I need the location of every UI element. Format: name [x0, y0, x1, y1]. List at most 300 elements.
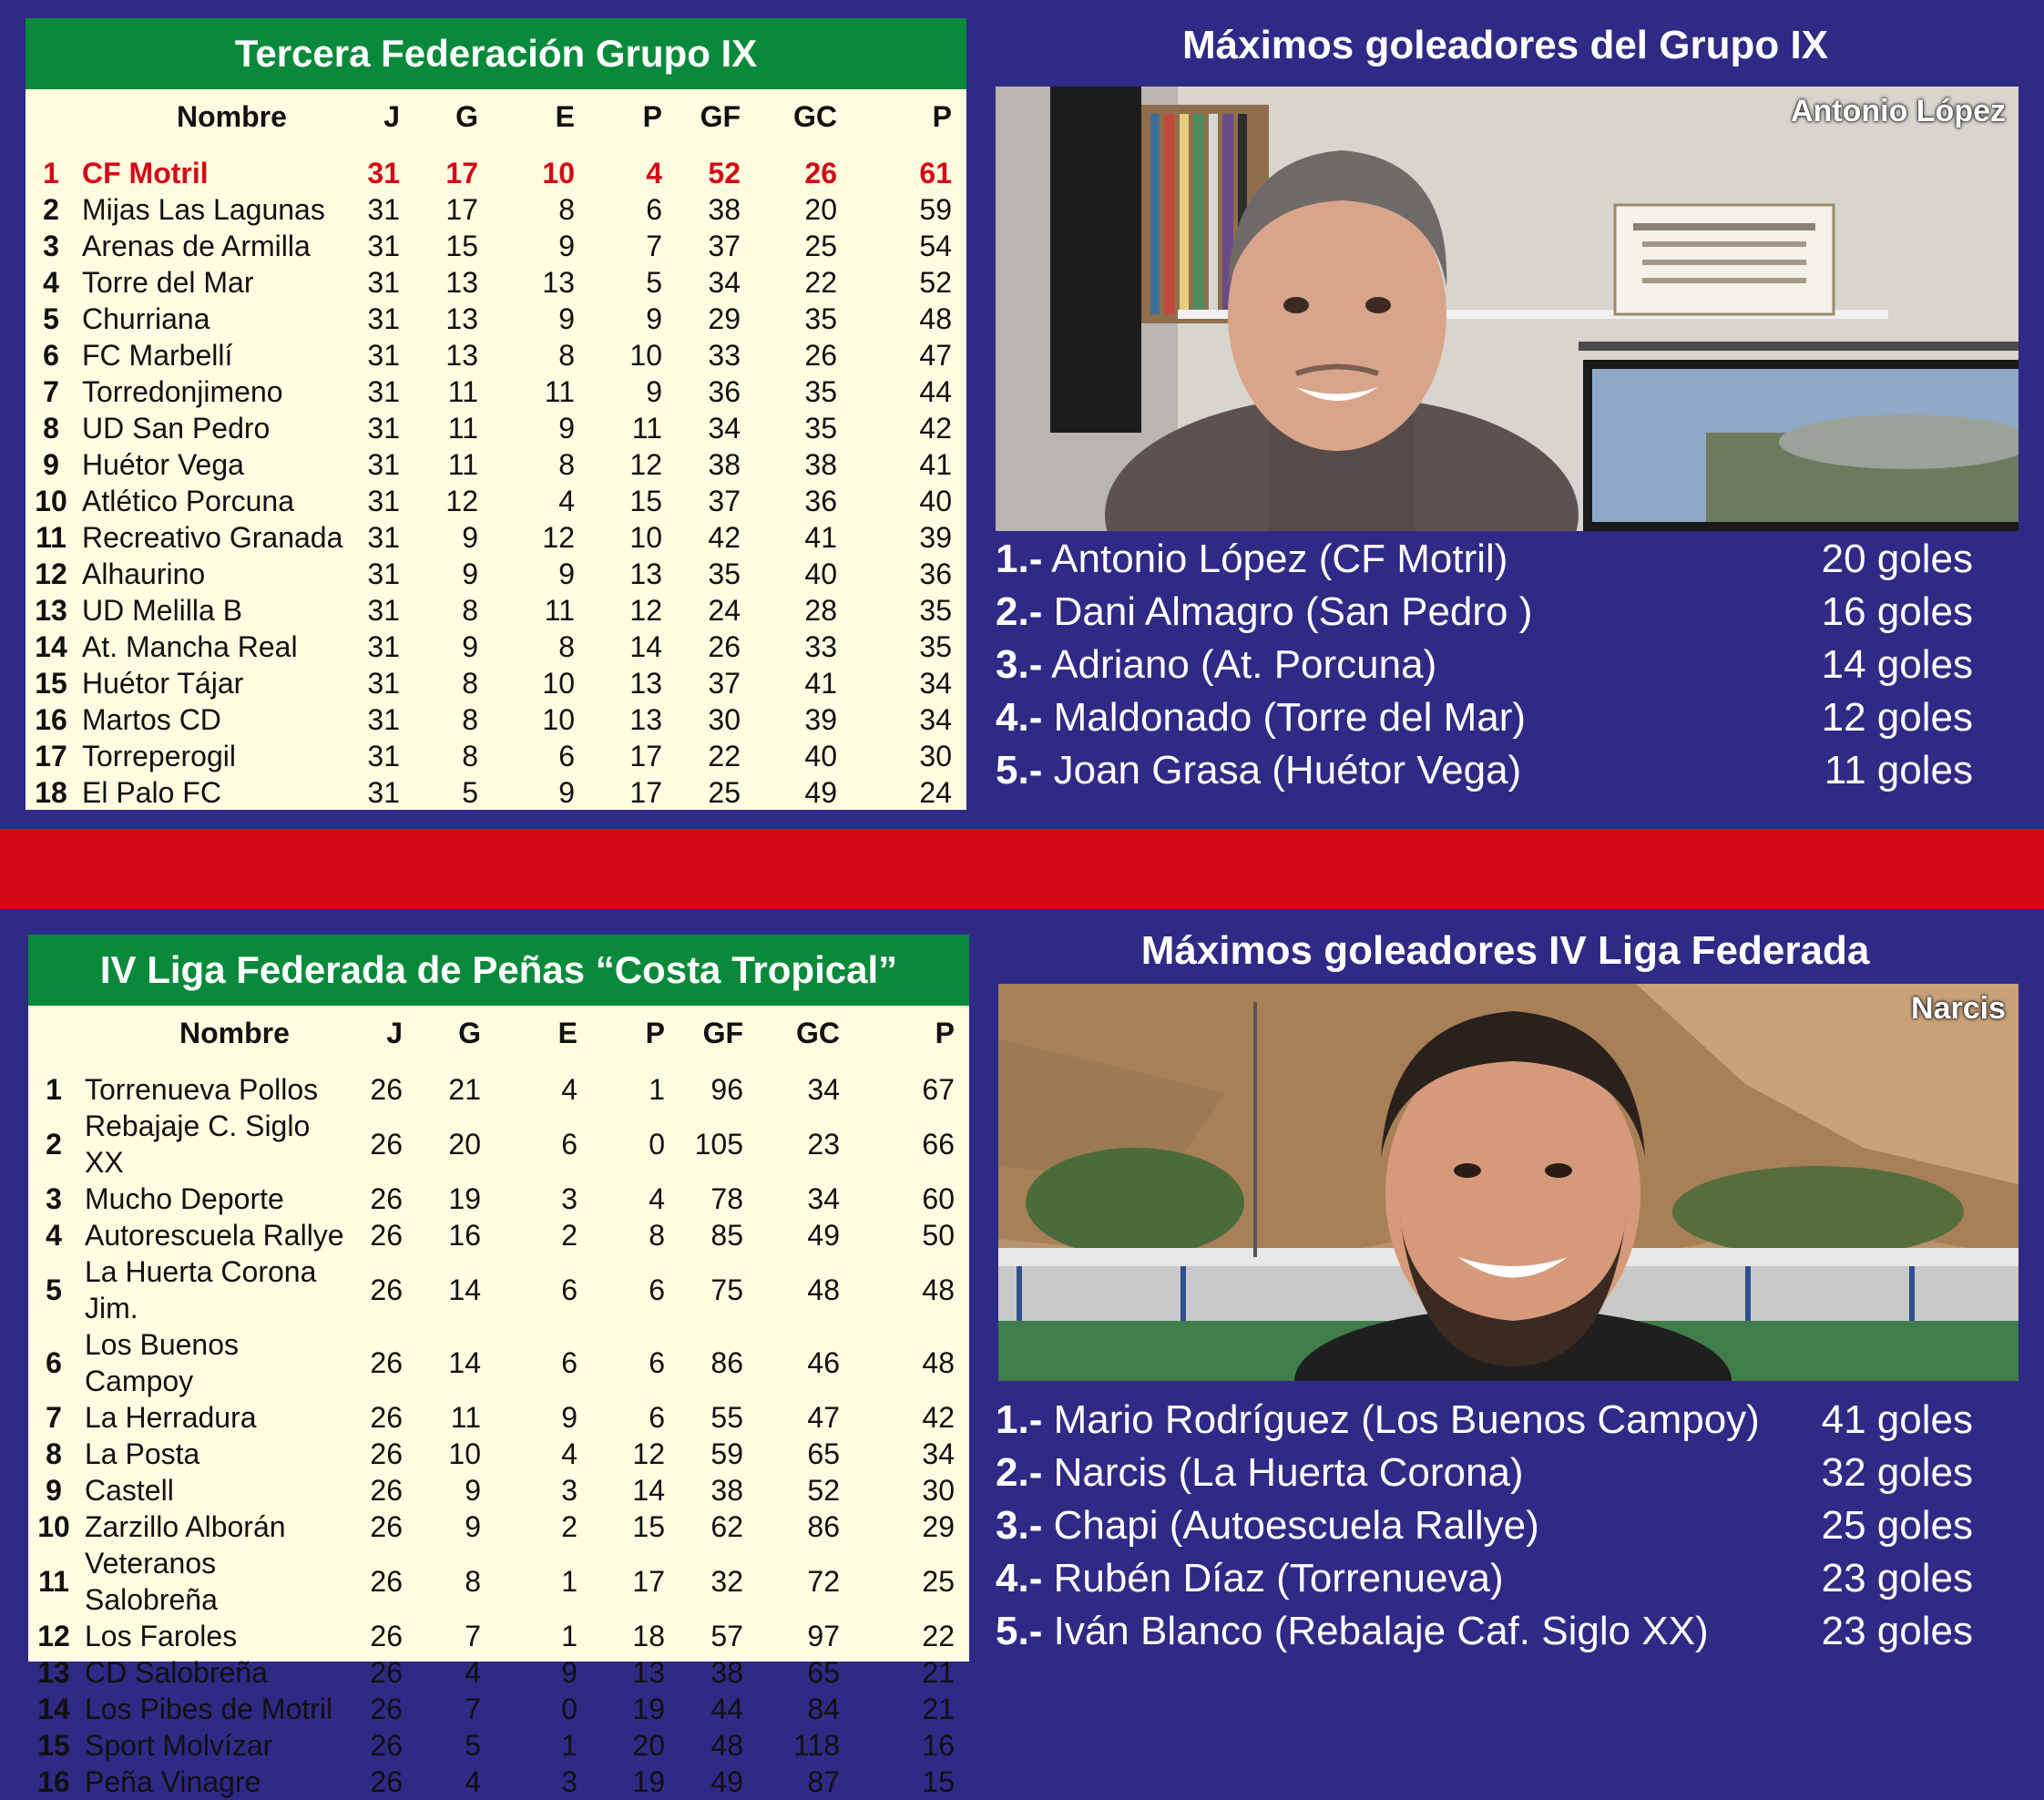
- row-pts: 35: [919, 630, 952, 663]
- header-nombre: Nombre: [177, 99, 287, 133]
- row-team-name: Peña Vinagre: [85, 1765, 261, 1798]
- row-g: 7: [465, 1693, 481, 1725]
- row-gc: 72: [807, 1565, 840, 1598]
- row-e: 4: [561, 1073, 577, 1106]
- scorer-rank: 5.-: [996, 1609, 1043, 1653]
- row-position: 4: [43, 266, 59, 299]
- row-position: 2: [46, 1128, 62, 1161]
- row-j: 31: [367, 703, 400, 736]
- row-gf: 52: [708, 157, 741, 189]
- row-team-name: UD San Pedro: [82, 412, 271, 445]
- row-e: 0: [561, 1693, 577, 1725]
- row-gf: 32: [710, 1565, 743, 1598]
- scorer-row: [996, 1605, 1973, 1658]
- table-row: [26, 264, 966, 301]
- row-p: 5: [646, 266, 662, 299]
- row-g: 4: [465, 1656, 481, 1689]
- row-e: 9: [558, 302, 575, 335]
- row-position: 5: [43, 302, 59, 335]
- row-pts: 44: [919, 375, 952, 408]
- row-gf: 30: [708, 703, 741, 736]
- row-g: 4: [465, 1765, 481, 1798]
- row-gc: 97: [807, 1620, 840, 1652]
- row-gc: 52: [807, 1474, 840, 1507]
- row-gf: 49: [710, 1765, 743, 1798]
- row-p: 20: [632, 1729, 665, 1762]
- row-position: 7: [46, 1401, 62, 1434]
- row-e: 9: [558, 557, 575, 590]
- row-p: 12: [632, 1437, 665, 1470]
- row-position: 5: [46, 1273, 62, 1306]
- row-g: 13: [445, 266, 478, 299]
- table-row: [28, 1472, 969, 1509]
- row-j: 26: [370, 1765, 403, 1798]
- row-gc: 49: [804, 776, 837, 809]
- row-j: 31: [367, 339, 400, 372]
- row-p: 12: [629, 448, 662, 481]
- standings-table: [28, 1006, 969, 1800]
- row-pts: 48: [922, 1273, 955, 1306]
- row-pts: 36: [919, 557, 952, 590]
- row-p: 17: [632, 1565, 665, 1598]
- row-pts: 50: [922, 1219, 955, 1252]
- row-position: 10: [37, 1510, 70, 1543]
- scorer-goals: 41 goles: [1821, 1397, 1973, 1442]
- row-gf: 29: [708, 302, 741, 335]
- row-p: 7: [646, 230, 662, 262]
- header-pos: [26, 89, 77, 144]
- row-gf: 85: [710, 1219, 743, 1252]
- row-gc: 49: [807, 1219, 840, 1252]
- row-gf: 35: [708, 557, 741, 590]
- header-gc: GC: [796, 1016, 840, 1049]
- table-row: [26, 592, 966, 629]
- row-team-name: Veteranos Salobreña: [85, 1547, 218, 1616]
- row-p: 10: [629, 521, 662, 554]
- row-j: 31: [367, 740, 400, 772]
- row-team-name: Martos CD: [82, 703, 221, 736]
- row-g: 8: [462, 703, 478, 736]
- row-g: 17: [445, 157, 478, 189]
- standings-table: [26, 89, 966, 811]
- row-p: 4: [646, 157, 662, 189]
- table-title: IV Liga Federada de Peñas “Costa Tropical”: [28, 935, 969, 1006]
- scorer-row: [996, 639, 1973, 691]
- scorers-title-liga-federada: Máximos goleadores IV Liga Federada: [1140, 928, 1870, 973]
- table-row: [28, 1727, 969, 1764]
- table-row: [26, 373, 966, 410]
- scorer-rank: 1.-: [996, 1397, 1043, 1442]
- row-pts: 42: [919, 412, 952, 445]
- row-e: 3: [561, 1474, 577, 1507]
- row-position: 8: [46, 1437, 62, 1470]
- row-gf: 105: [694, 1128, 743, 1161]
- table-row: [28, 1071, 969, 1108]
- table-row: [28, 1654, 969, 1691]
- row-gc: 40: [804, 557, 837, 590]
- row-team-name: Alhaurino: [82, 557, 206, 590]
- scorer-row: [996, 533, 1973, 586]
- top-scorers-list: [996, 533, 1973, 797]
- row-g: 8: [462, 667, 478, 700]
- row-pts: 67: [922, 1073, 955, 1106]
- row-j: 31: [367, 594, 400, 627]
- row-pts: 48: [922, 1346, 955, 1379]
- outdoor-portrait-image: [998, 984, 2018, 1381]
- header-p: P: [645, 1016, 665, 1049]
- row-gc: 40: [804, 740, 837, 772]
- row-e: 2: [561, 1219, 577, 1252]
- row-g: 11: [447, 448, 478, 481]
- row-team-name: Los Buenos Campoy: [85, 1328, 240, 1397]
- row-gc: 35: [804, 302, 837, 335]
- row-gc: 118: [792, 1729, 840, 1762]
- row-gf: 75: [710, 1273, 743, 1306]
- row-gc: 34: [807, 1182, 840, 1215]
- row-p: 14: [632, 1474, 665, 1507]
- row-gf: 24: [708, 594, 741, 627]
- row-team-name: Mucho Deporte: [85, 1182, 284, 1215]
- row-g: 13: [445, 339, 478, 372]
- row-j: 31: [367, 557, 400, 590]
- table-row: [26, 519, 966, 556]
- row-j: 26: [370, 1346, 403, 1379]
- row-gc: 38: [804, 448, 837, 481]
- row-team-name: Mijas Las Lagunas: [82, 193, 325, 226]
- row-team-name: La Huerta Corona Jim.: [85, 1255, 317, 1324]
- row-j: 26: [370, 1073, 403, 1106]
- table-row: [28, 1545, 969, 1618]
- row-team-name: Los Pibes de Motril: [85, 1693, 333, 1725]
- row-p: 17: [629, 740, 662, 772]
- row-pts: 21: [922, 1693, 955, 1725]
- header-spacer: [26, 144, 966, 155]
- row-pts: 29: [922, 1510, 955, 1543]
- row-pts: 34: [919, 667, 952, 700]
- row-position: 2: [43, 193, 59, 226]
- row-position: 12: [35, 557, 67, 590]
- row-j: 31: [367, 157, 400, 189]
- row-g: 11: [450, 1401, 481, 1434]
- row-gf: 44: [710, 1693, 743, 1725]
- scorer-name: Rubén Díaz (Torrenueva): [1053, 1556, 1504, 1601]
- scorer-goals: 32 goles: [1821, 1450, 1973, 1495]
- row-gc: 35: [804, 412, 837, 445]
- row-j: 31: [367, 266, 400, 299]
- scorer-rank: 5.-: [996, 748, 1043, 793]
- row-gc: 23: [807, 1128, 840, 1161]
- row-position: 1: [43, 157, 59, 189]
- table-row: [28, 1181, 969, 1217]
- table-row: [28, 1253, 969, 1326]
- office-portrait-image: [996, 87, 2018, 531]
- table-header-row: [28, 1006, 969, 1060]
- row-position: 6: [43, 339, 59, 372]
- row-gf: 38: [708, 193, 741, 226]
- row-gf: 86: [710, 1346, 743, 1379]
- row-j: 31: [367, 630, 400, 663]
- table-row: [26, 410, 966, 446]
- row-g: 9: [462, 557, 478, 590]
- row-team-name: FC Marbellí: [82, 339, 233, 372]
- table-row: [26, 665, 966, 701]
- table-header-row: [26, 89, 966, 144]
- row-j: 26: [370, 1693, 403, 1725]
- row-p: 9: [646, 375, 662, 408]
- row-pts: 52: [919, 266, 952, 299]
- row-gc: 86: [807, 1510, 840, 1543]
- row-position: 13: [35, 594, 67, 627]
- row-g: 9: [462, 630, 478, 663]
- row-g: 15: [445, 230, 478, 262]
- row-team-name: El Palo FC: [82, 776, 221, 809]
- row-p: 6: [646, 193, 662, 226]
- row-team-name: Torre del Mar: [82, 266, 254, 299]
- row-p: 9: [646, 302, 662, 335]
- table-row: [26, 301, 966, 337]
- row-position: 11: [36, 521, 66, 554]
- table-row: [26, 228, 966, 264]
- row-j: 31: [367, 776, 400, 809]
- table-row: [26, 629, 966, 665]
- row-gc: 84: [807, 1693, 840, 1725]
- row-g: 14: [448, 1346, 481, 1379]
- row-gc: 39: [804, 703, 837, 736]
- row-j: 26: [370, 1219, 403, 1252]
- row-team-name: CF Motril: [82, 157, 209, 189]
- row-e: 13: [542, 266, 575, 299]
- scorer-rank: 2.-: [996, 589, 1043, 634]
- scorer-name: Antonio López (CF Motril): [1051, 537, 1508, 581]
- scorer-name: Dani Almagro (San Pedro ): [1053, 589, 1533, 634]
- row-gf: 38: [710, 1656, 743, 1689]
- row-g: 20: [448, 1128, 481, 1161]
- row-g: 12: [445, 485, 478, 517]
- header-gc: GC: [793, 99, 837, 133]
- row-gf: 25: [708, 776, 741, 809]
- row-e: 8: [558, 448, 575, 481]
- row-e: 9: [558, 230, 575, 262]
- row-position: 11: [38, 1565, 69, 1598]
- scorer-goals: 12 goles: [1821, 695, 1973, 740]
- scorer-name: Joan Grasa (Huétor Vega): [1053, 748, 1522, 793]
- scorer-rank: 4.-: [996, 1556, 1043, 1601]
- row-g: 7: [465, 1620, 481, 1652]
- row-pts: 22: [922, 1620, 955, 1652]
- row-p: 8: [649, 1219, 665, 1252]
- row-gf: 36: [708, 375, 741, 408]
- row-gf: 22: [708, 740, 741, 772]
- row-gc: 25: [804, 230, 837, 262]
- row-team-name: Torrenueva Pollos: [85, 1073, 319, 1106]
- row-e: 10: [542, 703, 575, 736]
- row-pts: 54: [919, 230, 952, 262]
- scorer-goals: 23 goles: [1821, 1609, 1973, 1653]
- row-p: 4: [649, 1182, 665, 1215]
- row-gc: 28: [804, 594, 837, 627]
- table-row: [28, 1326, 969, 1399]
- scorer-name: Mario Rodríguez (Los Buenos Campoy): [1053, 1397, 1760, 1442]
- header-e: E: [557, 1016, 577, 1049]
- header-p: P: [935, 1016, 955, 1049]
- row-pts: 34: [919, 703, 952, 736]
- row-g: 8: [465, 1565, 481, 1598]
- row-gf: 62: [710, 1510, 743, 1543]
- row-g: 9: [465, 1510, 481, 1543]
- row-pts: 66: [922, 1128, 955, 1161]
- header-p: P: [932, 99, 952, 133]
- row-j: 31: [367, 412, 400, 445]
- row-gf: 57: [710, 1620, 743, 1652]
- scorer-rank: 3.-: [996, 642, 1043, 687]
- row-e: 10: [542, 667, 575, 700]
- row-e: 2: [561, 1510, 577, 1543]
- scorer-name: Chapi (Autoescuela Rallye): [1053, 1503, 1539, 1548]
- row-gc: 48: [807, 1273, 840, 1306]
- scorer-row: [996, 1447, 1973, 1499]
- row-position: 7: [43, 375, 59, 408]
- row-p: 13: [629, 667, 662, 700]
- scorer-goals: 14 goles: [1821, 642, 1973, 687]
- scorer-name: Maldonado (Torre del Mar): [1053, 695, 1527, 740]
- row-g: 13: [445, 302, 478, 335]
- table-row: [28, 1764, 969, 1800]
- row-e: 11: [544, 594, 575, 627]
- row-pts: 34: [922, 1437, 955, 1470]
- row-e: 4: [561, 1437, 577, 1470]
- row-j: 26: [370, 1510, 403, 1543]
- row-team-name: UD Melilla B: [82, 594, 243, 627]
- liga-federada-table: [28, 935, 969, 1798]
- row-gc: 26: [804, 339, 837, 372]
- row-e: 3: [561, 1765, 577, 1798]
- photo-caption: Narcis: [1911, 991, 2006, 1026]
- row-gf: 34: [708, 266, 741, 299]
- row-gf: 37: [708, 485, 741, 517]
- row-team-name: Arenas de Armilla: [82, 230, 311, 262]
- row-position: 17: [35, 740, 67, 772]
- row-g: 8: [462, 594, 478, 627]
- row-gf: 34: [708, 412, 741, 445]
- scorer-goals: 11 goles: [1824, 748, 1973, 793]
- row-gf: 42: [708, 521, 741, 554]
- row-e: 10: [542, 157, 575, 189]
- table-row: [28, 1509, 969, 1545]
- row-team-name: Torredonjimeno: [82, 375, 283, 408]
- row-pts: 41: [919, 448, 952, 481]
- row-g: 16: [448, 1219, 481, 1252]
- table-row: [28, 1217, 969, 1253]
- row-position: 4: [46, 1219, 62, 1252]
- row-e: 6: [561, 1346, 577, 1379]
- row-team-name: CD Salobreña: [85, 1656, 268, 1689]
- row-p: 6: [649, 1346, 665, 1379]
- row-j: 31: [367, 448, 400, 481]
- row-pts: 35: [919, 594, 952, 627]
- row-team-name: Huétor Tájar: [82, 667, 244, 700]
- scorer-rank: 3.-: [996, 1503, 1043, 1548]
- table-row: [28, 1436, 969, 1472]
- row-p: 18: [632, 1620, 665, 1652]
- table-row: [28, 1108, 969, 1181]
- row-position: 16: [35, 703, 67, 736]
- row-g: 5: [465, 1729, 481, 1762]
- red-divider-band: [0, 829, 2044, 909]
- row-e: 1: [561, 1729, 577, 1762]
- row-e: 6: [558, 740, 575, 772]
- row-j: 26: [370, 1128, 403, 1161]
- row-gf: 37: [708, 667, 741, 700]
- row-pts: 40: [919, 485, 952, 517]
- row-e: 8: [558, 339, 575, 372]
- table-row: [26, 446, 966, 483]
- row-pts: 30: [919, 740, 952, 772]
- row-gc: 26: [804, 157, 837, 189]
- scorer-name: Adriano (At. Porcuna): [1051, 642, 1437, 687]
- scorer-goals: 16 goles: [1821, 589, 1973, 634]
- row-position: 16: [37, 1765, 70, 1798]
- scorer-row: [996, 586, 1973, 639]
- tercera-federacion-table: [26, 18, 966, 810]
- row-g: 9: [465, 1474, 481, 1507]
- row-g: 8: [462, 740, 478, 772]
- header-spacer: [28, 1060, 969, 1071]
- row-j: 26: [370, 1273, 403, 1306]
- row-position: 18: [35, 776, 67, 809]
- row-p: 0: [649, 1128, 665, 1161]
- row-gf: 26: [708, 630, 741, 663]
- row-g: 10: [448, 1437, 481, 1470]
- row-pts: 60: [922, 1182, 955, 1215]
- row-position: 10: [35, 485, 67, 517]
- row-j: 26: [370, 1401, 403, 1434]
- row-position: 13: [37, 1656, 70, 1689]
- row-e: 12: [542, 521, 575, 554]
- row-gc: 22: [804, 266, 837, 299]
- row-g: 11: [447, 375, 478, 408]
- row-p: 1: [649, 1073, 665, 1106]
- table-row: [28, 1399, 969, 1436]
- row-team-name: Atlético Porcuna: [82, 485, 295, 517]
- row-gc: 36: [804, 485, 837, 517]
- row-position: 8: [43, 412, 59, 445]
- row-j: 31: [367, 667, 400, 700]
- row-e: 1: [561, 1565, 577, 1598]
- row-pts: 25: [922, 1565, 955, 1598]
- row-pts: 15: [922, 1765, 955, 1798]
- row-p: 13: [629, 557, 662, 590]
- row-position: 1: [46, 1073, 62, 1106]
- row-p: 19: [632, 1765, 665, 1798]
- scorer-goals: 25 goles: [1821, 1503, 1973, 1548]
- scorers-title-grupo-ix: Máximos goleadores del Grupo IX: [1181, 23, 1829, 67]
- row-e: 11: [544, 375, 575, 408]
- header-pos: [28, 1006, 79, 1060]
- row-gf: 38: [710, 1474, 743, 1507]
- photo-narcis: [998, 984, 2018, 1381]
- table-row: [28, 1618, 969, 1654]
- row-gc: 47: [807, 1401, 840, 1434]
- row-position: 9: [43, 448, 59, 481]
- row-p: 13: [632, 1656, 665, 1689]
- row-pts: 42: [922, 1401, 955, 1434]
- row-team-name: Los Faroles: [85, 1620, 238, 1652]
- row-p: 15: [629, 485, 662, 517]
- row-j: 31: [367, 375, 400, 408]
- row-pts: 61: [919, 157, 952, 189]
- table-row: [26, 483, 966, 519]
- row-j: 26: [370, 1182, 403, 1215]
